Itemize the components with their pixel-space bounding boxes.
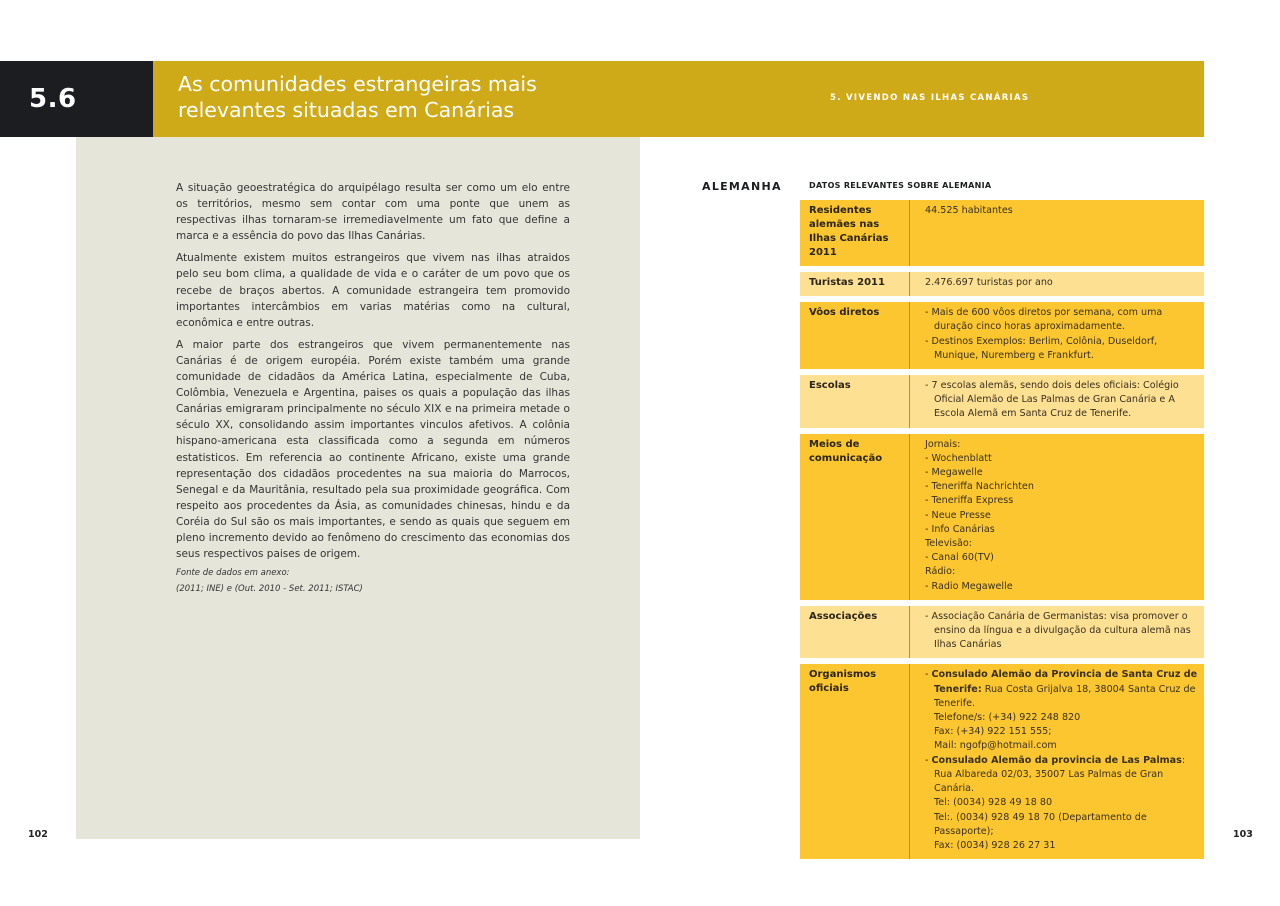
list-item: - Canal 60(TV) xyxy=(925,552,994,564)
row-label: Associações xyxy=(800,606,910,659)
paragraph: A situação geoestratégica do arquipélago resulta ser como um elo entre os territórios, mesmo sem contar com uma ponte que unem as respectivas ilhas tornaram-se irremediavelmente um fato que define a marca e a essência do povo das Ilhas Canárias. xyxy=(176,182,570,243)
table-row-turistas xyxy=(800,272,1204,296)
page-title-line2: relevantes situadas em Canárias xyxy=(178,98,515,122)
header-bar xyxy=(153,61,1204,137)
row-label: Residentes alemães nas Ilhas Canárias 2011 xyxy=(800,200,910,266)
table-row-escolas xyxy=(800,375,1204,428)
list-item: - Associação Canária de Germanistas: visa promover o ensino da língua e a divulgação da cultura alemã nas Ilhas Canárias xyxy=(925,610,1191,651)
row-label: Escolas xyxy=(800,375,910,428)
list-item: - Wochenblatt xyxy=(925,452,992,464)
subheading: Televisão: xyxy=(925,538,973,550)
consulate-colon: : xyxy=(1181,754,1186,766)
consulate-phone: Telefone/s: (+34) 922 248 820 xyxy=(934,712,1081,724)
row-label: Vôos diretos xyxy=(800,302,910,369)
body-text xyxy=(176,180,570,568)
source-note xyxy=(176,565,570,597)
row-label: Organismos oficiais xyxy=(800,664,910,859)
page-number-left: 102 xyxy=(28,829,48,840)
list-item: - Teneriffa Nachrichten xyxy=(925,481,1034,493)
consulate-title: Consulado Alemão da Provincia de Santa Cruz de Tenerife: xyxy=(931,669,1198,695)
row-value xyxy=(910,606,1204,659)
consulate-fax: Fax: (0034) 928 26 27 31 xyxy=(934,839,1056,851)
section-number: 5.6 xyxy=(0,61,153,137)
consulate-phone-passport: Tel:. (0034) 928 49 18 70 (Departamento de Passaporte); xyxy=(934,811,1147,837)
consulate-santa-cruz: - Consulado Alemão da Provincia de Santa Cruz de Tenerife: Rua Costa Grijalva 18, 38004 Santa Cruz de Tenerife. xyxy=(925,669,1198,709)
row-value xyxy=(910,664,1204,859)
consulate-title: Consulado Alemão da provincia de Las Palmas xyxy=(931,754,1182,766)
list-item: - Neue Presse xyxy=(925,509,991,521)
country-heading: ALEMANHA xyxy=(702,180,782,193)
row-label: Meios de comunicação xyxy=(800,434,910,600)
section-label: 5. VIVENDO NAS ILHAS CANÁRIAS xyxy=(830,93,1030,103)
subheading: Rádio: xyxy=(925,566,956,578)
source-label: Fonte de dados em anexo: xyxy=(176,568,290,578)
page-title-line1: As comunidades estrangeiras mais xyxy=(178,72,537,96)
page-title xyxy=(178,71,598,123)
paragraph: A maior parte dos estrangeiros que vivem permanentemente nas Canárias é de origem européia. Porém existe também uma grande comunidade de cidadãos da América Latina, especialmente de Cuba, Colômbia, Venezuela e Argentina, paises os quais a população das ilhas Canárias emigraram principalmente no século XIX e na primeira metade o século XX, consolidando assim importantes vinculos afetivos. A colônia hispano-americana esta classificada como a segunda em números estatisticos. Em referencia ao continente Africano, existe uma grande representação dos cidadãos procedentes na sua maioria do Marrocos, Senegal e da Mauritânia, resultado pela sua proximidade geográfica. Com respeito aos procedentes da Ásia, as comunidades chinesas, hindu e da Coréia do Sul são os mais importantes, e sendo as quais que seguem em pleno incremento devido ao fenômeno do crescimento das economias dos seus respectivos paises de origem. xyxy=(176,338,570,561)
list-item: - 7 escolas alemãs, sendo dois deles oficiais: Colégio Oficial Alemão de Las Palmas de Gran Canária e A Escola Alemã em Santa Cruz de Tenerife. xyxy=(925,380,1179,420)
row-value xyxy=(910,434,1204,600)
table-row-organismos xyxy=(800,664,1204,859)
list-item: - Mais de 600 vôos diretos por semana, com uma duração cinco horas aproximadamente. xyxy=(925,307,1163,333)
row-value: 44.525 habitantes xyxy=(925,205,1013,216)
table-row-residentes xyxy=(800,200,1204,266)
list-item: - Megawelle xyxy=(925,467,983,479)
row-value xyxy=(910,302,1204,369)
paragraph: Atualmente existem muitos estrangeiros que vivem nas ilhas atraidos pelo seu bom clima, a qualidade de vida e o caráter de um povo que os recebe de braços abertos. A comunidade estrangeira tem promovido importantes intercâmbios em varias matérias como na cultural, econômica e entre outras. xyxy=(176,252,570,329)
subheading: Jornais: xyxy=(925,438,961,450)
consulate-phone: Tel: (0034) 928 49 18 80 xyxy=(934,797,1053,809)
consulate-address: Rua Costa Grijalva 18, 38004 Santa Cruz de Tenerife. xyxy=(934,683,1196,709)
table-row-meios xyxy=(800,434,1204,600)
row-value xyxy=(910,375,1204,428)
consulate-mail: Mail: ngofp@hotmail.com xyxy=(934,740,1057,752)
list-item: - Destinos Exemplos: Berlim, Colônia, Duseldorf, Munique, Nuremberg e Frankfurt. xyxy=(925,335,1158,361)
consulate-fax: Fax: (+34) 922 151 555; xyxy=(934,726,1052,738)
row-value: 2.476.697 turistas por ano xyxy=(925,277,1053,288)
row-label: Turistas 2011 xyxy=(800,272,910,296)
source-text: (2011; INE) e (Out. 2010 - Set. 2011; ISTAC) xyxy=(176,584,363,594)
table-row-associacoes xyxy=(800,606,1204,659)
consulate-las-palmas: - Consulado Alemão da provincia de Las Palmas: xyxy=(925,754,1186,766)
table-title: DATOS RELEVANTES SOBRE ALEMANIA xyxy=(809,181,992,190)
table-row-voos xyxy=(800,302,1204,369)
page-number-right: 103 xyxy=(1233,829,1253,840)
list-item: - Teneriffa Express xyxy=(925,495,1014,507)
list-item: - Info Canárias xyxy=(925,523,995,535)
list-item: - Radio Megawelle xyxy=(925,580,1013,592)
info-table xyxy=(800,200,1204,865)
consulate-address: Rua Albareda 02/03, 35007 Las Palmas de Gran Canária. xyxy=(934,768,1164,795)
